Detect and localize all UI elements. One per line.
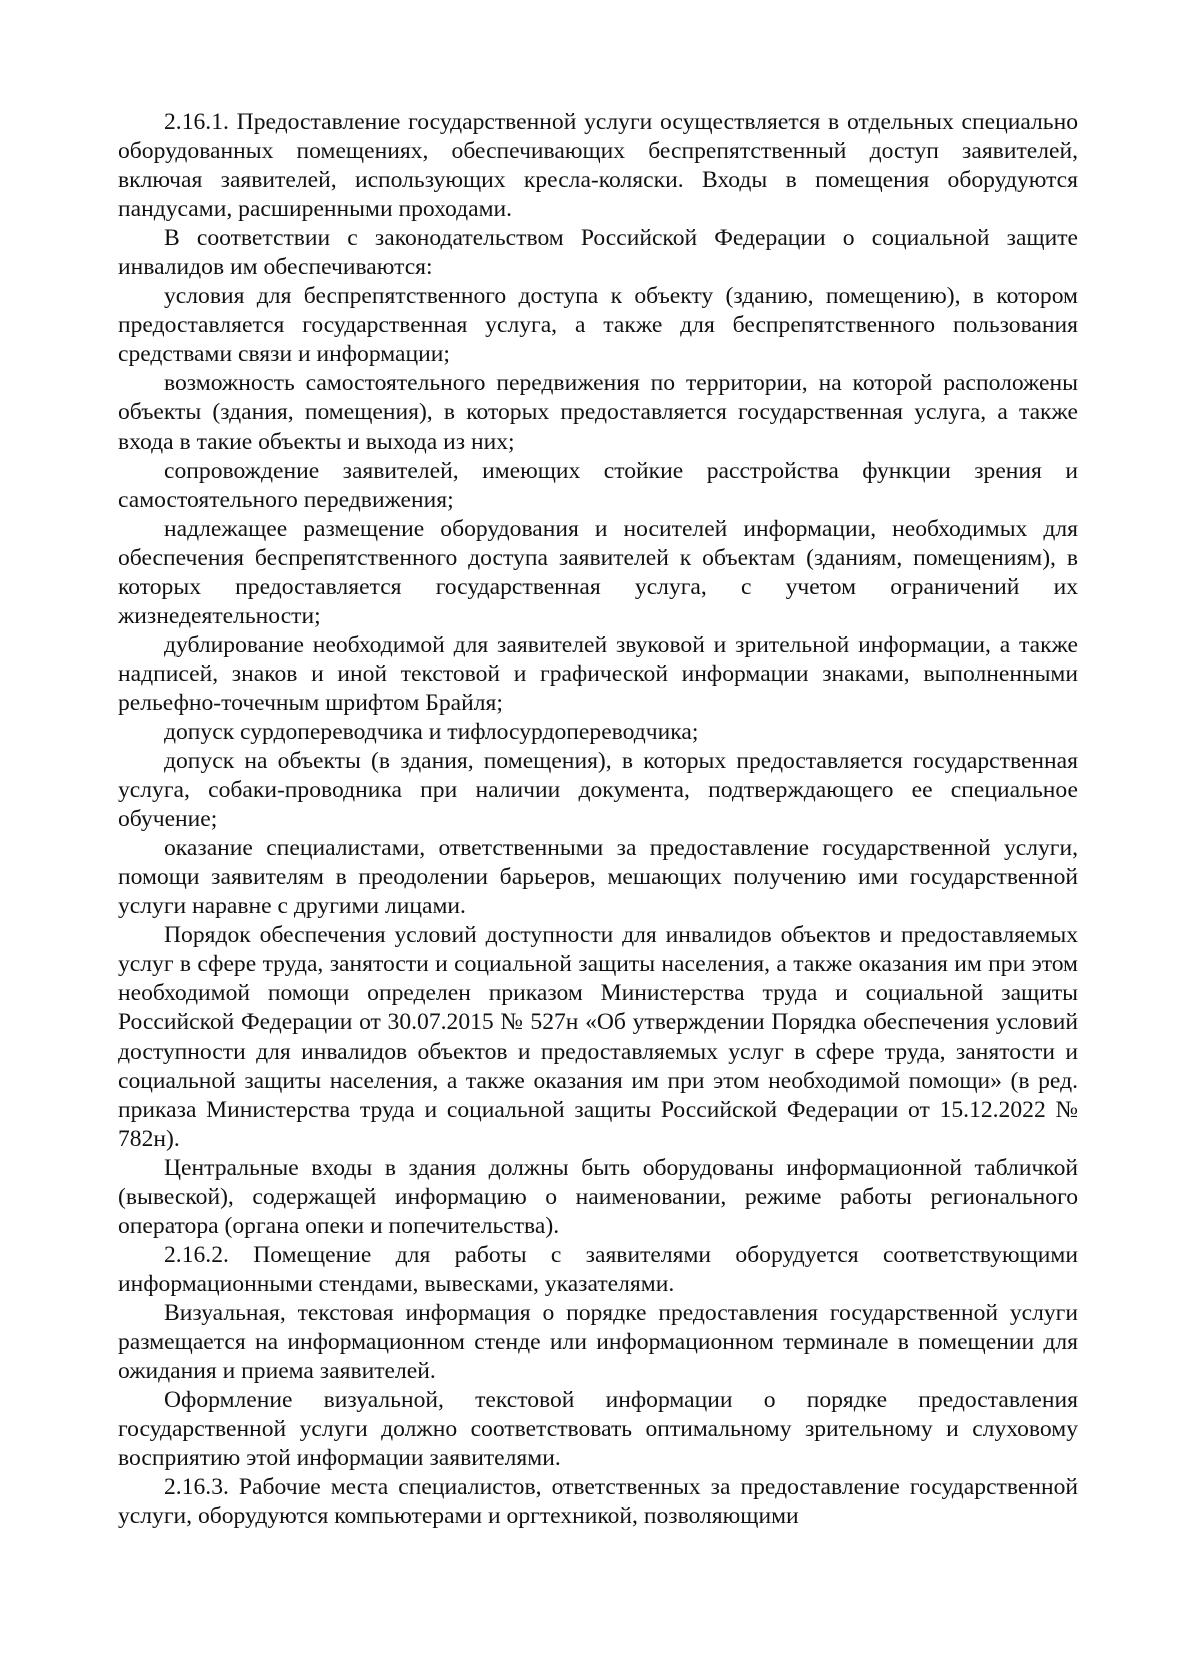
list-item-equipment-placement: надлежащее размещение оборудования и носителей информации, необходимых для обеспечения беспрепятственного доступа заявителей к объектам (зданиям, помещениям), в которых предоставляется государственная услуга, с учетом ограничений их жизнедеятельности; [118,515,1078,629]
list-item-specialist-assistance: оказание специалистами, ответственными за предоставление государственной услуги, помощи заявителям в преодолении барьеров, мешающих получению ими государственной услуги наравне с другими лицами. [118,835,1078,920]
paragraph-visual-information: Визуальная, текстовая информация о порядке предоставления государственной услуги размещается на информационном стенде или информационном терминале в помещении для ожидания и приема заявителей. [118,1299,1078,1385]
paragraph-2-16-3: 2.16.3. Рабочие места специалистов, ответственных за предоставление государственной услуги, оборудуются компьютерами и оргтехникой, позволяющими [118,1474,1078,1530]
paragraph-2-16-2: 2.16.2. Помещение для работы с заявителями оборудуется соответствующими информационными стендами, вывесками, указателями. [118,1241,1078,1297]
list-item-escort: сопровождение заявителей, имеющих стойкие расстройства функции зрения и самостоятельного передвижения; [118,457,1078,513]
list-item-braille-duplication: дублирование необходимой для заявителей звуковой и зрительной информации, а также надписей, знаков и иной текстовой и графической информации знаками, выполненными рельефно-точечным шрифтом Брайля; [118,631,1078,716]
list-item-independent-movement: возможность самостоятельного передвижения по территории, на которой расположены объекты (здания, помещения), в которых предоставляется государственная услуга, а также входа в такие объекты и выхода из них; [118,370,1078,455]
document-page [118,108,1078,1531]
paragraph-entrance-signage: Центральные входы в здания должны быть оборудованы информационной табличкой (вывеской), содержащей информацию о наименовании, режиме работы регионального оператора (органа опеки и попечительства). [118,1154,1078,1239]
paragraph-information-design: Оформление визуальной, текстовой информации о порядке предоставления государственной услуги должно соответствовать оптимальному зрительному и слуховому восприятию этой информации заявителями. [118,1387,1078,1472]
paragraph-accessibility-procedure: Порядок обеспечения условий доступности для инвалидов объектов и предоставляемых услуг в сфере труда, занятости и социальной защиты населения, а также оказания им при этом необходимой помощи определен приказом Министерства труда и социальной защиты Российской Федерации от 30.07.2015 № 527н «Об утверждении Порядка обеспечения условий доступности для инвалидов объектов и предоставляемых услуг в сфере труда, занятости и социальной защиты населения, а также оказания им при этом необходимой помощи» (в ред. приказа Министерства труда и социальной защиты Российской Федерации от 15.12.2022 № 782н). [118,922,1078,1152]
list-item-sign-interpreter: допуск сурдопереводчика и тифлосурдопереводчика; [164,718,699,745]
paragraph-legislation-intro: В соответствии с законодательством Российской Федерации о социальной защите инвалидов им обеспечиваются: [118,225,1078,281]
paragraph-2-16-1: 2.16.1. Предоставление государственной услуги осуществляется в отдельных специально оборудованных помещениях, обеспечивающих беспрепятственный доступ заявителей, включая заявителей, использующих кресла-коляски. Входы в помещения оборудуются пандусами, расширенными проходами. [118,109,1078,223]
list-item-guide-dog: допуск на объекты (в здания, помещения), в которых предоставляется государственная услуга, собаки-проводника при наличии документа, подтверждающего ее специальное обучение; [118,748,1078,833]
list-item-access-conditions: условия для беспрепятственного доступа к объекту (зданию, помещению), в котором предоставляется государственная услуга, а также для беспрепятственного пользования средствами связи и информации; [118,283,1078,368]
